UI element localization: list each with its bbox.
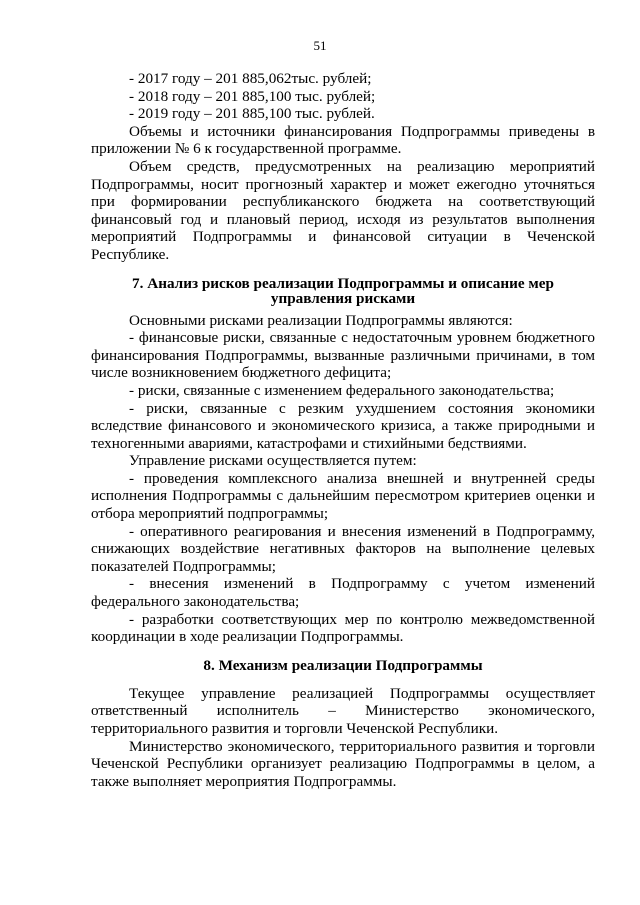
page-number: 51 <box>313 38 327 53</box>
spacer <box>91 264 595 276</box>
funding-year-item: - 2019 году – 201 885,100 тыс. рублей. <box>129 105 375 123</box>
measure-item: - разработки соответствующих мер по контролю межведомственной координации в ходе реализации Подпрограммы. <box>91 610 595 646</box>
paragraph: Основными рисками реализации Подпрограммы являются: <box>129 311 513 329</box>
paragraph: Текущее управление реализацией Подпрограммы осуществляет ответственный исполнитель – Министерство экономического, территориального развития и торговли Чеченской Республики. <box>91 684 595 737</box>
paragraph: Министерство экономического, территориального развития и торговли Чеченской Республики организует реализацию Подпрограммы в целом, а также выполняет мероприятия Подпрограммы. <box>91 737 595 790</box>
page-content <box>91 70 595 790</box>
paragraph: Объем средств, предусмотренных на реализацию мероприятий Подпрограммы, носит прогнозный характер и может ежегодно уточняться при формировании республиканского бюджета на соответствующий финансовый год и плановый период, исходя из результатов выполнения мероприятий Подпрограммы и финансовой ситуации в Чеченской Республике. <box>91 157 595 263</box>
measure-item: - проведения комплексного анализа внешней и внутренней среды исполнения Подпрограммы с дальнейшим пересмотром критериев оценки и отбора мероприятий подпрограммы; <box>91 469 595 523</box>
spacer <box>91 646 595 658</box>
funding-year-item: - 2018 году – 201 885,100 тыс. рублей; <box>129 87 376 105</box>
section-8-heading: 8. Механизм реализации Подпрограммы <box>203 656 483 674</box>
section-7-heading: 7. Анализ рисков реализации Подпрограммы и описание мер управления рисками <box>132 274 554 307</box>
paragraph: Управление рисками осуществляется путем: <box>129 452 417 470</box>
funding-year-item: - 2017 году – 201 885,062тыс. рублей; <box>129 70 372 87</box>
spacer <box>91 673 595 685</box>
risk-item: - финансовые риски, связанные с недостаточным уровнем бюджетного финансирования Подпрограммы, вызванные различными причинами, в том числе возникновением бюджетного дефицита; <box>91 329 595 382</box>
paragraph: Объемы и источники финансирования Подпрограммы приведены в приложении № 6 к государственной программе. <box>91 122 595 158</box>
risk-item: - риски, связанные с изменением федерального законодательства; <box>129 381 555 399</box>
measure-item: - внесения изменений в Подпрограмму с учетом изменений федерального законодательства; <box>91 575 595 611</box>
measure-item: - оперативного реагирования и внесения изменений в Подпрограмму, снижающих воздействие негативных факторов на выполнение целевых показателей Подпрограммы; <box>91 522 595 575</box>
risk-item: - риски, связанные с резким ухудшением состояния экономики вследствие финансового и экономического кризиса, а также природными и техногенными авариями, катастрофами и стихийными бедствиями. <box>91 399 595 452</box>
